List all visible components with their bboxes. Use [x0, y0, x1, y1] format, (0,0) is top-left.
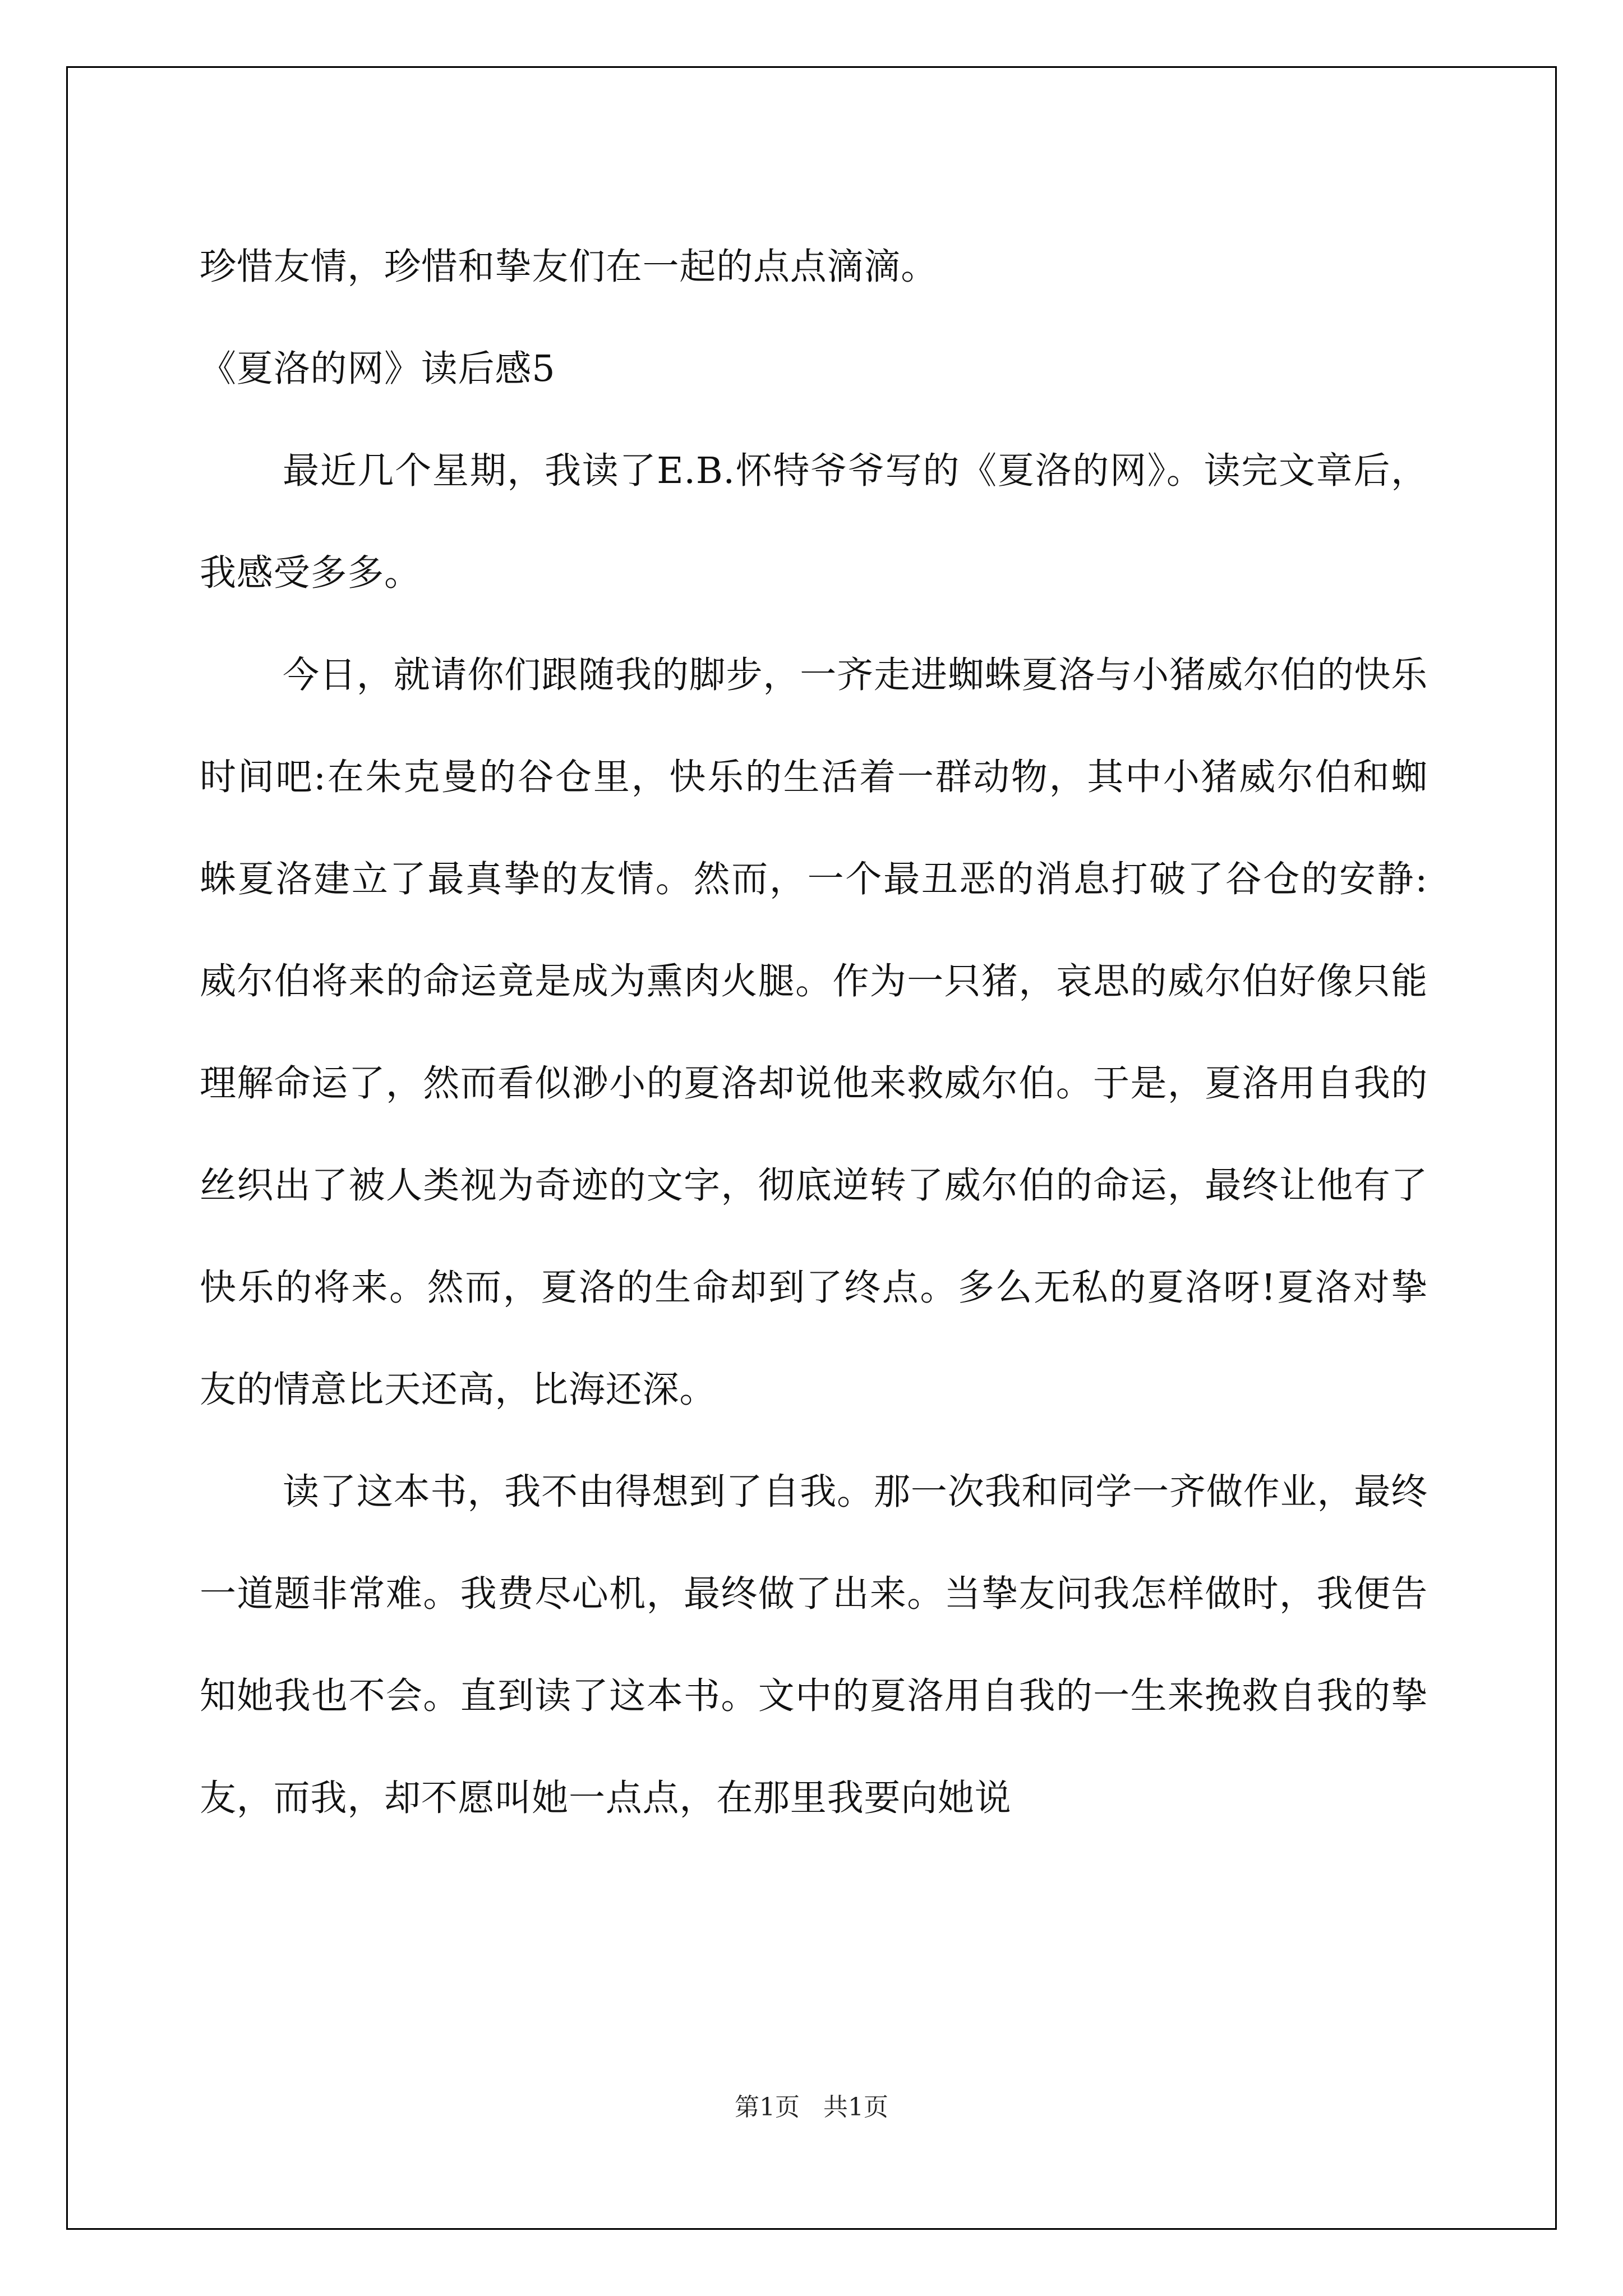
document-body	[200, 216, 1428, 1849]
paragraph: 珍惜友情，珍惜和挚友们在一起的点点滴滴。	[200, 246, 938, 288]
section-title: 《夏洛的网》读后感5	[200, 348, 556, 390]
paragraph: 今日，就请你们跟随我的脚步，一齐走进蜘蛛夏洛与小猪威尔伯的快乐时间吧:在朱克曼的谷仓里，快乐的生活着一群动物，其中小猪威尔伯和蜘蛛夏洛建立了最真挚的友情。然而，一个最丑恶的消息打破了谷仓的安静:威尔伯将来的命运竟是成为熏肉火腿。作为一只猪，哀思的威尔伯好像只能理解命运了，然而看似渺小的夏洛却说他来救威尔伯。于是，夏洛用自我的丝织出了被人类视为奇迹的文字，彻底逆转了威尔伯的命运，最终让他有了快乐的将来。然而，夏洛的生命却到了终点。多么无私的夏洛呀!夏洛对挚友的情意比天还高，比海还深。	[200, 654, 1428, 1411]
page-number: 第1页	[735, 2093, 800, 2122]
paragraph: 读了这本书，我不由得想到了自我。那一次我和同学一齐做作业，最终一道题非常难。我费尽心机，最终做了出来。当挚友问我怎样做时，我便告知她我也不会。直到读了这本书。文中的夏洛用自我的一生来挽救自我的挚友，而我，却不愿叫她一点点，在那里我要向她说	[200, 1471, 1428, 1819]
page-total: 共1页	[823, 2093, 888, 2122]
paragraph: 最近几个星期，我读了E.B.怀特爷爷写的《夏洛的网》。读完文章后，我感受多多。	[200, 450, 1428, 594]
page-footer	[0, 2087, 1623, 2123]
